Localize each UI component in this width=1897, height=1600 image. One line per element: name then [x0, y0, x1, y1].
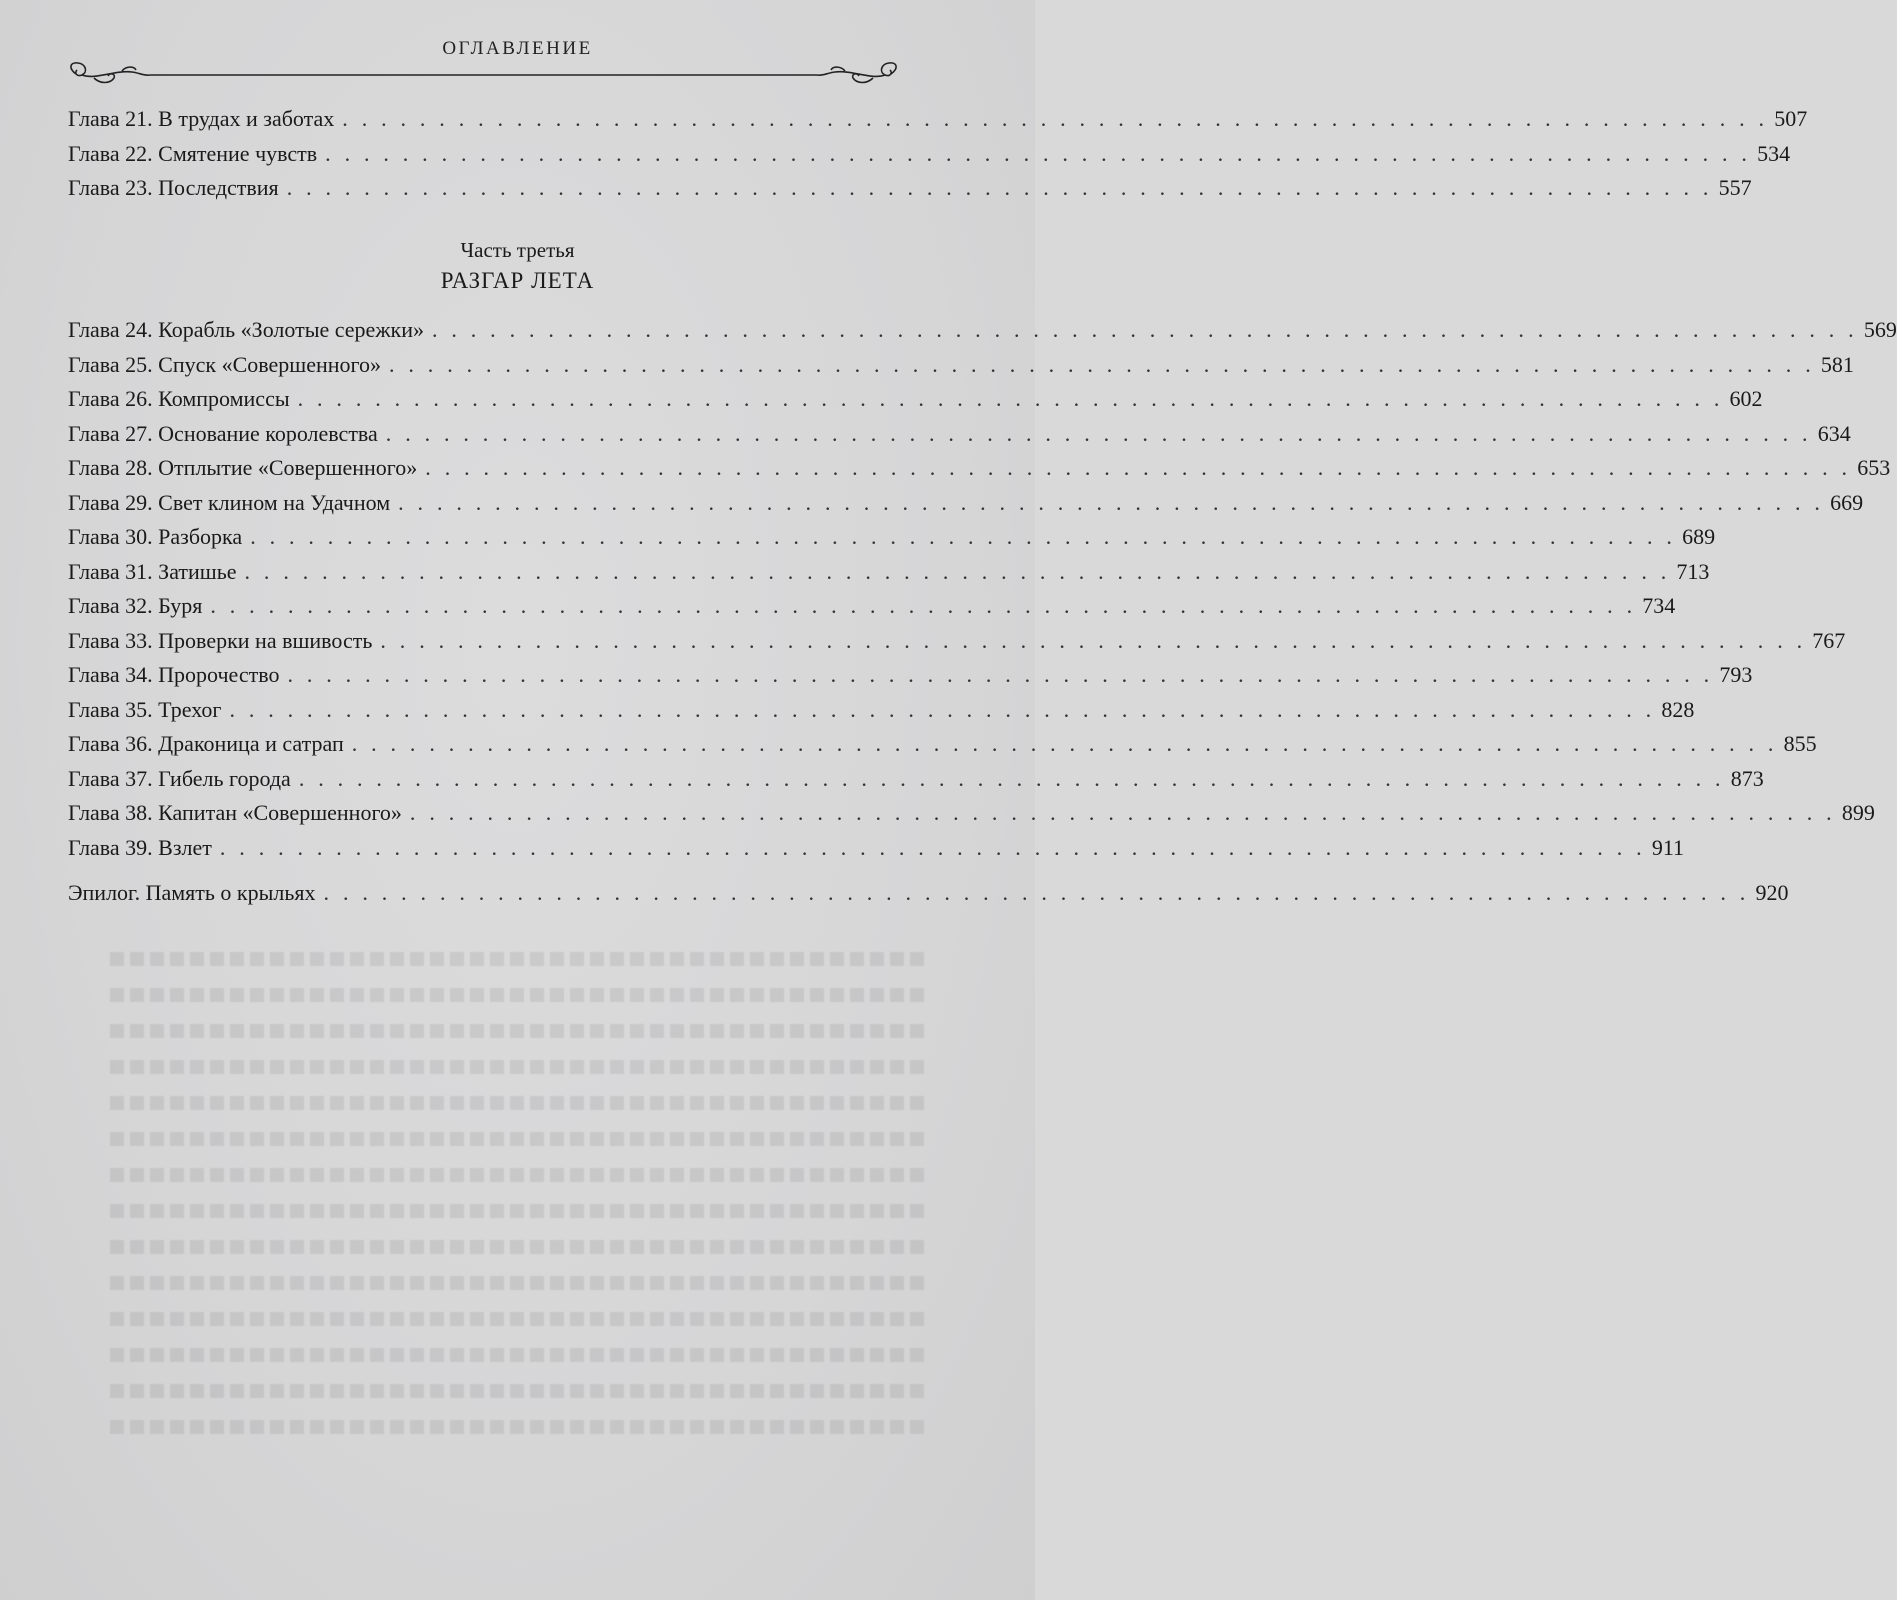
chapter-title: Глава 28. Отплытие «Совершенного»	[68, 455, 418, 480]
page-number: 899	[1841, 800, 1875, 825]
chapter-title: Глава 33. Проверки на вшивость	[68, 627, 373, 653]
dot-leader: . . . . . . . . . . . . . . . . . . . . . . . . . . . . . . . . . . . . . . . . . . . . . . . . . . . . . . . . . . . . . . . . . . . . . . . . . .	[380, 627, 1807, 653]
dot-leader: . . . . . . . . . . . . . . . . . . . . . . . . . . . . . . . . . . . . . . . . . . . . . . . . . . . . . . . . . . . . . . . . . . . . . . . . . .	[229, 696, 1656, 722]
toc-entry[interactable]	[68, 486, 1864, 521]
dot-leader: . . . . . . . . . . . . . . . . . . . . . . . . . . . . . . . . . . . . . . . . . . . . . . . . . . . . . . . . . . . . . . . . . . . . . . . . . .	[409, 800, 1836, 825]
chapter-title: Глава 32. Буря	[68, 593, 203, 618]
chapter-title: Глава 23. Последствия	[68, 175, 279, 200]
chapter-title: Глава 21. В трудах и заботах	[68, 106, 335, 131]
dot-leader: . . . . . . . . . . . . . . . . . . . . . . . . . . . . . . . . . . . . . . . . . . . . . . . . . . . . . . . . . . . . . . . . . . . . . . . . . .	[297, 386, 1724, 411]
dot-leader: . . . . . . . . . . . . . . . . . . . . . . . . . . . . . . . . . . . . . . . . . . . . . . . . . . . . . . . . . . . . . . . . . . . . . . . . . .	[250, 524, 1677, 549]
dot-leader: . . . . . . . . . . . . . . . . . . . . . . . . . . . . . . . . . . . . . . . . . . . . . . . . . . . . . . . . . . . . . . . . . . . . . . . . . .	[431, 317, 1858, 342]
page-number: 507	[1774, 106, 1808, 131]
toc-entry[interactable]	[68, 348, 1854, 383]
toc-entry[interactable]	[68, 589, 1676, 624]
bleed-through-text	[110, 930, 930, 1490]
toc-entry[interactable]	[68, 313, 1897, 348]
page-number: 911	[1651, 834, 1684, 860]
toc-list-part2	[68, 102, 1808, 206]
chapter-title: Глава 25. Спуск «Совершенного»	[68, 351, 381, 377]
toc-list-part3	[68, 313, 1897, 865]
dot-leader: . . . . . . . . . . . . . . . . . . . . . . . . . . . . . . . . . . . . . . . . . . . . . . . . . . . . . . . . . . . . . . . . . . . . . . . . . .	[287, 662, 1714, 687]
toc-entry[interactable]	[68, 417, 1851, 452]
toc-entry[interactable]	[68, 727, 1817, 762]
page-number: 873	[1730, 765, 1764, 791]
chapter-title: Глава 24. Корабль «Золотые сережки»	[68, 317, 424, 342]
chapter-title: Глава 34. Пророчество	[68, 662, 280, 687]
chapter-title: Глава 30. Разборка	[68, 524, 243, 549]
dot-leader: . . . . . . . . . . . . . . . . . . . . . . . . . . . . . . . . . . . . . . . . . . . . . . . . . . . . . . . . . . . . . . . . . . . . . . . . . .	[298, 765, 1725, 791]
chapter-title: Глава 36. Драконица и сатрап	[68, 731, 344, 756]
page-number: 855	[1783, 731, 1817, 756]
toc-entry[interactable]	[68, 693, 1695, 728]
page-title: ОГЛАВЛЕНИЕ	[442, 38, 593, 59]
toc-entry[interactable]	[68, 762, 1764, 797]
chapter-title: Глава 22. Смятение чувств	[68, 140, 318, 166]
dot-leader: . . . . . . . . . . . . . . . . . . . . . . . . . . . . . . . . . . . . . . . . . . . . . . . . . . . . . . . . . . . . . . . . . . . . . . . . . .	[325, 140, 1752, 166]
page-number: 569	[1863, 317, 1897, 342]
epilogue-title: Эпилог. Память о крыльях	[68, 880, 316, 905]
dot-leader: . . . . . . . . . . . . . . . . . . . . . . . . . . . . . . . . . . . . . . . . . . . . . . . . . . . . . . . . . . . . . . . . . . . . . . . . . .	[244, 558, 1671, 584]
toc-entry[interactable]	[68, 796, 1875, 831]
toc-entry[interactable]	[68, 555, 1710, 590]
toc-entry[interactable]	[68, 382, 1763, 417]
page-number: 581	[1820, 351, 1854, 377]
page-number: 767	[1812, 627, 1846, 653]
dot-leader: . . . . . . . . . . . . . . . . . . . . . . . . . . . . . . . . . . . . . . . . . . . . . . . . . . . . . . . . . . . . . . . . . . . . . . . . . .	[286, 175, 1713, 200]
toc-list-epilogue	[68, 876, 1789, 911]
toc-entry[interactable]	[68, 831, 1684, 866]
chapter-title: Глава 26. Компромиссы	[68, 386, 290, 411]
page-number: 653	[1857, 455, 1891, 480]
dot-leader: . . . . . . . . . . . . . . . . . . . . . . . . . . . . . . . . . . . . . . . . . . . . . . . . . . . . . . . . . . . . . . . . . . . . . . . . . .	[398, 489, 1825, 515]
dot-leader: . . . . . . . . . . . . . . . . . . . . . . . . . . . . . . . . . . . . . . . . . . . . . . . . . . . . . . . . . . . . . . . . . . . . . . . . . .	[351, 731, 1778, 756]
page-number: 920	[1755, 880, 1789, 905]
running-header	[0, 38, 1035, 60]
dot-leader: . . . . . . . . . . . . . . . . . . . . . . . . . . . . . . . . . . . . . . . . . . . . . . . . . . . . . . . . . . . . . . . . . . . . . . . . . .	[210, 593, 1637, 618]
toc-entry[interactable]	[68, 520, 1716, 555]
decorative-rule-ornament	[66, 60, 901, 90]
dot-leader: . . . . . . . . . . . . . . . . . . . . . . . . . . . . . . . . . . . . . . . . . . . . . . . . . . . . . . . . . . . . . . . . . . . . . . . . . .	[342, 106, 1769, 131]
page-number: 602	[1729, 386, 1763, 411]
part-label: Часть третья	[460, 238, 575, 262]
chapter-title: Глава 29. Свет клином на Удачном	[68, 489, 391, 515]
toc-entry-epilogue[interactable]	[68, 876, 1789, 911]
page-number: 557	[1718, 175, 1752, 200]
page-number: 713	[1676, 558, 1710, 584]
chapter-title: Глава 37. Гибель города	[68, 765, 291, 791]
dot-leader: . . . . . . . . . . . . . . . . . . . . . . . . . . . . . . . . . . . . . . . . . . . . . . . . . . . . . . . . . . . . . . . . . . . . . . . . . .	[389, 351, 1815, 377]
chapter-title: Глава 38. Капитан «Совершенного»	[68, 800, 402, 825]
chapter-title: Глава 27. Основание королевства	[68, 420, 378, 446]
dot-leader: . . . . . . . . . . . . . . . . . . . . . . . . . . . . . . . . . . . . . . . . . . . . . . . . . . . . . . . . . . . . . . . . . . . . . . . . . .	[219, 834, 1646, 860]
chapter-title: Глава 35. Трехог	[68, 696, 222, 722]
dot-leader: . . . . . . . . . . . . . . . . . . . . . . . . . . . . . . . . . . . . . . . . . . . . . . . . . . . . . . . . . . . . . . . . . . . . . . . . . .	[425, 455, 1852, 480]
page-number: 634	[1817, 420, 1851, 446]
part-title: РАЗГАР ЛЕТА	[440, 268, 595, 293]
page-number: 534	[1757, 140, 1791, 166]
toc-entry[interactable]	[68, 171, 1752, 206]
page-number: 793	[1719, 662, 1753, 687]
page-number: 734	[1642, 593, 1676, 618]
toc-entry[interactable]	[68, 137, 1791, 172]
toc-entry[interactable]	[68, 658, 1753, 693]
page-number: 689	[1682, 524, 1716, 549]
toc-entry[interactable]	[68, 451, 1891, 486]
toc-entry[interactable]	[68, 624, 1846, 659]
dot-leader: . . . . . . . . . . . . . . . . . . . . . . . . . . . . . . . . . . . . . . . . . . . . . . . . . . . . . . . . . . . . . . . . . . . . . . . . . .	[323, 880, 1750, 905]
chapter-title: Глава 31. Затишье	[68, 558, 237, 584]
toc-entry[interactable]	[68, 102, 1808, 137]
chapter-title: Глава 39. Взлет	[68, 834, 212, 860]
page-number: 828	[1661, 696, 1695, 722]
page-number: 669	[1830, 489, 1864, 515]
dot-leader: . . . . . . . . . . . . . . . . . . . . . . . . . . . . . . . . . . . . . . . . . . . . . . . . . . . . . . . . . . . . . . . . . . . . . . . . . .	[385, 420, 1812, 446]
